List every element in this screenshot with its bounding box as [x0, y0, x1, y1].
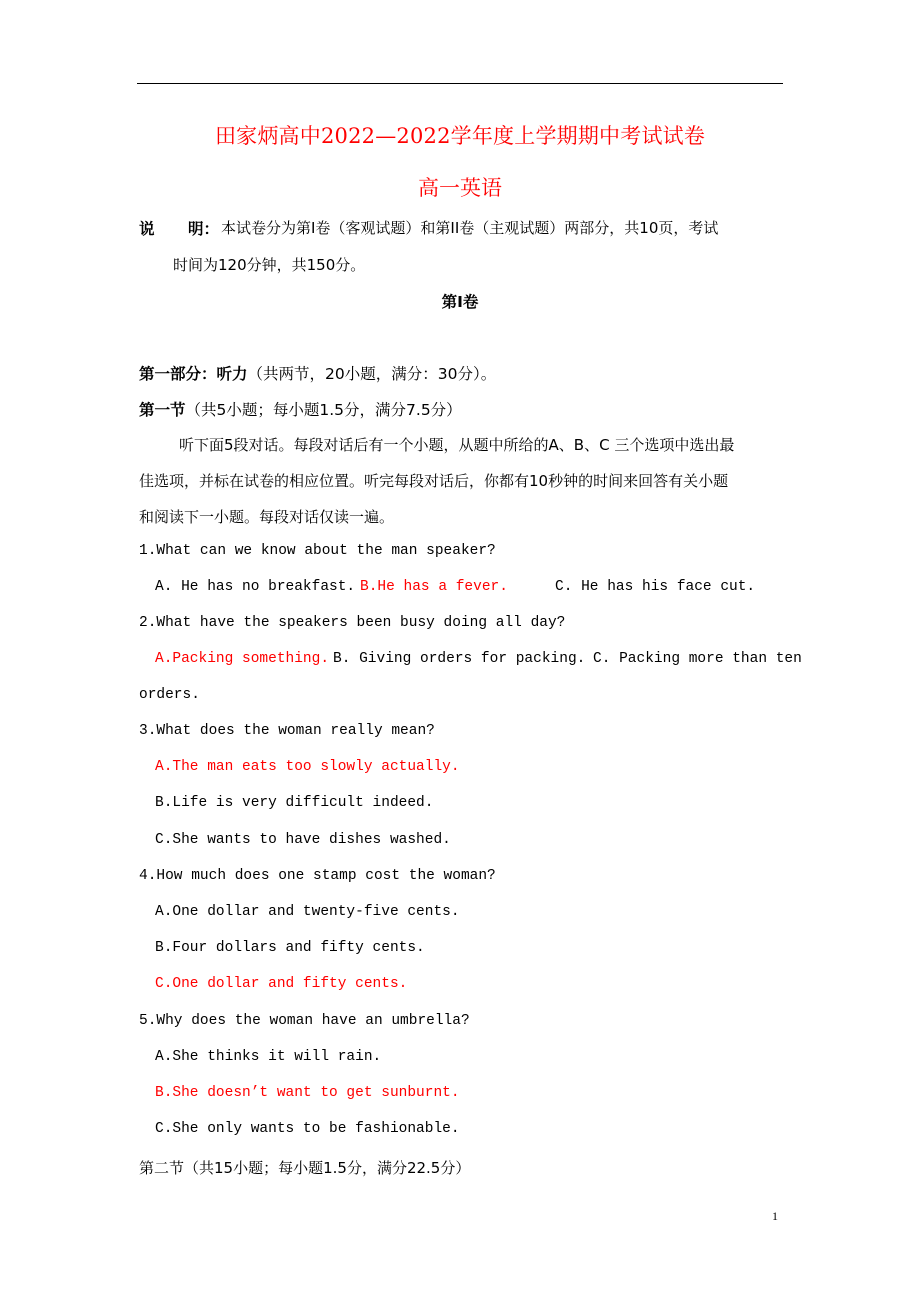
- part1-heading-bold: 第一部分：听力: [139, 365, 248, 383]
- question-3-option-a-answer: A.The man eats too slowly actually.: [155, 759, 460, 775]
- part1-heading: [139, 362, 496, 384]
- question-4-option-a: A.One dollar and twenty-five cents.: [155, 904, 460, 920]
- question-4-option-b: B.Four dollars and fifty cents.: [155, 940, 425, 956]
- question-1-option-a: A. He has no breakfast.: [155, 579, 356, 595]
- instructions-line-1: 本试卷分为第Ⅰ卷（客观试题）和第II卷（主观试题）两部分，共10页，考试: [221, 219, 719, 237]
- question-1-option-c: C. He has his face cut.: [555, 579, 756, 595]
- section1-heading-bold: 第一节: [139, 401, 186, 419]
- directions-line-2: 佳选项，并标在试卷的相应位置。听完每段对话后，你都有10秒钟的时间来回答有关小题: [139, 472, 729, 490]
- section1-heading: [139, 398, 462, 420]
- exam-title: 田家炳高中2022—2022学年度上学期期中考试试卷: [214, 124, 706, 148]
- directions-line-1: 听下面5段对话。每段对话后有一个小题，从题中所给的A、B、C 三个选项中选出最: [179, 436, 735, 454]
- question-2-option-a-answer: A.Packing something.: [155, 651, 330, 667]
- question-4-option-c-answer: C.One dollar and fifty cents.: [155, 976, 408, 992]
- instructions-label-a: 说: [139, 220, 155, 238]
- exam-subject: 高一英语: [418, 176, 502, 200]
- instructions-label-b: 明：: [188, 220, 220, 238]
- question-3-stem: 3.What does the woman really mean?: [139, 723, 435, 739]
- question-3-option-b: B.Life is very difficult indeed.: [155, 795, 434, 811]
- question-5-stem: 5.Why does the woman have an umbrella?: [139, 1013, 470, 1029]
- question-2-option-c: C. Packing more than ten: [593, 651, 802, 667]
- volume-heading: 第Ⅰ卷: [441, 293, 479, 311]
- question-4-stem: 4.How much does one stamp cost the woman?: [139, 868, 496, 884]
- section2-heading: 第二节（共15小题；每小题1.5分，满分22.5分）: [139, 1159, 471, 1177]
- question-1-stem: 1.What can we know about the man speaker?: [139, 543, 496, 559]
- instructions-line-2: 时间为120分钟，共150分。: [173, 256, 366, 274]
- part1-heading-rest: （共两节，20小题，满分：30分）。: [247, 365, 497, 383]
- question-1-option-b-answer: B.He has a fever.: [360, 579, 508, 595]
- question-2-stem: 2.What have the speakers been busy doing all day?: [139, 615, 566, 631]
- question-3-option-c: C.She wants to have dishes washed.: [155, 832, 451, 848]
- question-2-option-b: B. Giving orders for packing.: [333, 651, 586, 667]
- question-2-option-c-continuation: orders.: [139, 687, 200, 703]
- question-5-option-a: A.She thinks it will rain.: [155, 1049, 382, 1065]
- question-5-option-c: C.She only wants to be fashionable.: [155, 1121, 460, 1137]
- question-5-option-b-answer: B.She doesn’t want to get sunburnt.: [155, 1085, 460, 1101]
- page-number: 1: [772, 1209, 778, 1223]
- header-rule: [137, 83, 783, 84]
- section1-heading-rest: （共5小题；每小题1.5分，满分7.5分）: [185, 401, 462, 419]
- directions-line-3: 和阅读下一小题。每段对话仅读一遍。: [139, 508, 395, 526]
